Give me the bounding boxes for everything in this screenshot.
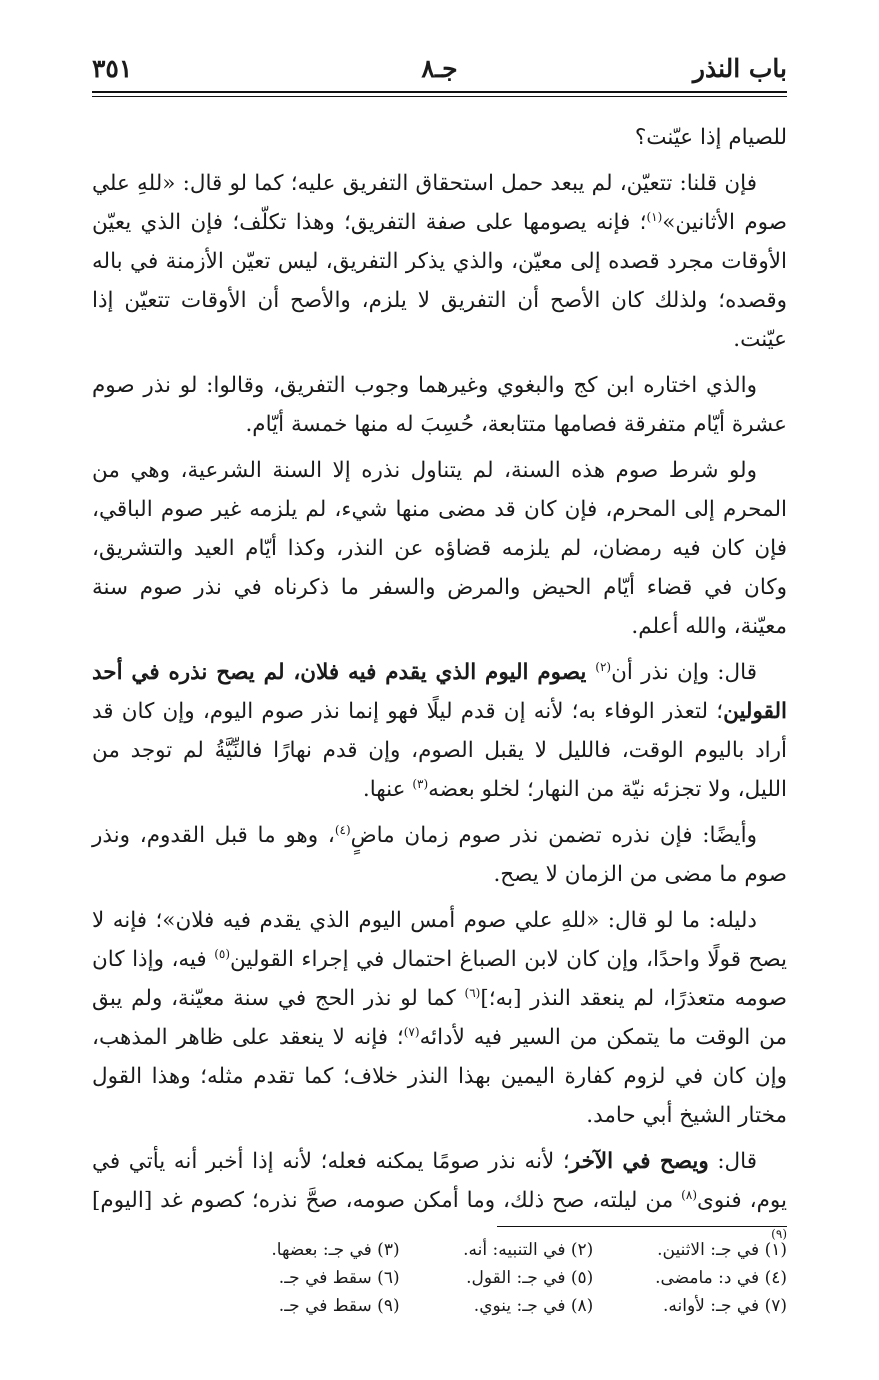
paragraph: [92, 451, 787, 646]
footnote: (٥) في جـ: القول.: [466, 1268, 594, 1288]
section-title: باب النذر: [692, 53, 787, 83]
text-run: فإن قلنا: تتعيّن، لم يبعد حمل استحقاق التفريق عليه؛ كما لو قال: «للهِ علي صوم الأثانين»: [92, 171, 788, 235]
page-number: ٣٥١: [92, 53, 133, 83]
paragraph: [92, 901, 787, 1135]
footnote: (٢) في التنبيه: أنه.: [463, 1240, 594, 1260]
text-run: وأيضًا: فإن نذره تضمن نذر صوم زمان ماضٍ: [350, 823, 758, 848]
paragraph: [92, 366, 787, 444]
footnote-marker: (٦): [464, 985, 481, 1000]
text-run: قال:: [708, 1149, 758, 1174]
footnote-marker: (٤): [334, 822, 351, 837]
text-run: ؛ لأنه نذر صومًا يمكنه فعله؛ لأنه إذا أخبر أنه يأتي في يوم، فنوى: [92, 1149, 787, 1213]
footnote-marker: (٨): [681, 1187, 697, 1202]
text-run: عنها.: [362, 777, 413, 802]
text-run: والذي اختاره ابن كج والبغوي وغيرهما وجوب التفريق، وقالوا: لو نذر صوم عشرة أيّام متفرقة فصامها متتابعة، حُسِبَ له منها خمسة أيّام.: [92, 373, 787, 437]
text-run: ؛ فإنه يصومها على صفة التفريق؛ وهذا تكلّف؛ فإن الذي يعيّن الأوقات مجرد قصده إلى معيّن، والذي يذكر التفريق، ليس تعيّن الأزمنة في باله وقصده؛ ولذلك كان الأصح أن التفريق لا يلزم، والأصح أن الأوقات تتعيّن إذا عيّنت.: [92, 210, 787, 352]
text-run: ولو شرط صوم هذه السنة، لم يتناول نذره إلا السنة الشرعية، وهي من المحرم إلى المحرم، فإن كان قد مضى منها شيء، لم يلزمه غير صوم الباقي، فإن كان فيه رمضان، لم يلزمه قضاؤه عن النذر، وكذا أيّام العيد والتشريق، وكان في قضاء أيّام الحيض والمرض والسفر ما ذكرناه في نذر صوم سنة معيّنة، والله أعلم.: [92, 458, 787, 639]
text-run: ؛ لتعذر الوفاء به؛ لأنه إن قدم ليلًا فهو إنما نذر صوم اليوم، وإن كان قد أراد باليوم الوقت، فالليل لا يقبل الصوم، وإن قدم نهارًا فالنِّيَّةُ لم توجد من الليل، ولا تجزئه نيّة من النهار؛ لخلو بعضه: [92, 699, 787, 802]
footnote-marker: (٩): [771, 1226, 787, 1241]
text-run: قال: وإن نذر أن: [611, 660, 757, 685]
bold-text: يصوم اليوم الذي يقدم فيه فلان، لم يصح نذره في أحد القولين: [92, 660, 787, 724]
text-run: ؛ فإنه لا ينعقد على ظاهر المذهب، وإن كان في لزوم كفارة اليمين بهذا النذر خلاف؛ كما تقدم مثله؛ وهذا القول مختار الشيخ أبي حامد.: [92, 1025, 787, 1128]
footnote: (٤) في د: مامضى.: [655, 1268, 787, 1288]
footnote-row: [200, 1236, 787, 1264]
header-rule-thick: [92, 91, 787, 93]
footnote: (٨) في جـ: ينوي.: [473, 1296, 594, 1316]
footnote-row: [200, 1264, 787, 1292]
text-run: من ليلته، صح ذلك، وما أمكن صومه، صحَّ نذره؛ كصوم غد [اليوم]: [92, 1188, 682, 1213]
text-run: فيه، وإذا كان صومه متعذرًا، لم ينعقد النذر [به؛]: [92, 947, 787, 1011]
footnote-separator: [497, 1226, 787, 1227]
text-run: كما لو نذر الحج في سنة معيّنة، ولم يبق من الوقت ما يتمكن من السير فيه لأدائه: [92, 986, 787, 1050]
footnote-marker: (٧): [403, 1024, 420, 1039]
paragraph: [92, 816, 787, 894]
footnotes: [200, 1236, 787, 1320]
footnote-marker: (٣): [412, 776, 429, 791]
text-run: ، وهو ما قبل القدوم، ونذر صوم ما مضى من الزمان لا يصح.: [92, 823, 787, 887]
header-rule-thin: [92, 96, 787, 97]
footnote: (٣) في جـ: بعضها.: [271, 1240, 400, 1260]
footnote-row: [200, 1292, 787, 1320]
bold-text: ويصح في الآخر: [569, 1149, 709, 1174]
running-header: [92, 48, 787, 88]
footnote-marker: (٢): [595, 659, 612, 674]
footnote-marker: (١): [646, 209, 663, 224]
footnote-marker: (٥): [214, 946, 231, 961]
volume-label: جـ٨: [421, 53, 458, 83]
text-run: للصيام إذا عيّنت؟: [634, 125, 787, 150]
text-run: دليله: ما لو قال: «للهِ علي صوم أمس اليوم الذي يقدم فيه فلان»؛ فإنه لا يصح قولًا واحدًا، وإن كان لابن الصباغ احتمال في إجراء القولين: [92, 908, 787, 972]
paragraph: [92, 653, 787, 809]
main-text: [92, 118, 787, 1266]
footnote: (٩) سقط في جـ.: [278, 1296, 400, 1316]
footnote: (٦) سقط في جـ.: [278, 1268, 400, 1288]
footnote: (٧) في جـ: لأوانه.: [662, 1296, 787, 1316]
footnote: (١) في جـ: الاثنين.: [657, 1240, 787, 1260]
paragraph: [92, 118, 787, 157]
paragraph: [92, 164, 787, 359]
